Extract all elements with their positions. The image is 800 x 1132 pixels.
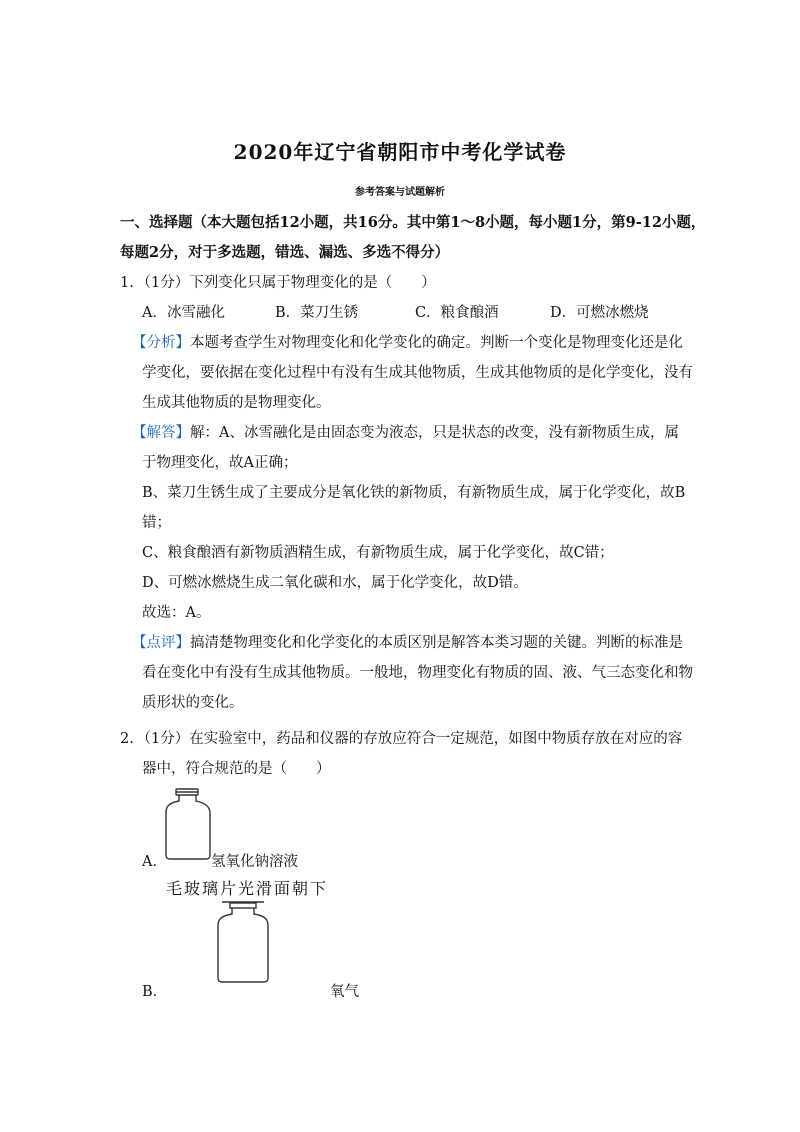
- q2-stem-line2: 器中，符合规范的是（ ）: [142, 761, 331, 777]
- section-heading-line1: 一、选择题（本大题包括12小题，共16分。其中第1～8小题，每小题1分，第9-12小题，: [120, 214, 706, 231]
- q2-option-a-label: A．: [142, 854, 167, 870]
- answer-tag: 【解答】: [132, 425, 190, 441]
- q1-answer-line1: [132, 421, 679, 442]
- q2-option-b-text: 氧气: [330, 984, 359, 1000]
- gas-collecting-bottle-icon: [212, 898, 274, 984]
- q1-comment-line3: 质形状的变化。: [142, 695, 244, 711]
- q1-option-c: C．粮食酿酒: [415, 305, 499, 321]
- q1-answer-line6: D、可燃冰燃烧生成二氧化碳和水，属于化学变化，故D错。: [142, 575, 528, 591]
- analysis-tag: 【分析】: [132, 335, 190, 351]
- q1-comment-line2: 看在变化中有没有生成其他物质。一般地，物理变化有物质的固、液、气三态变化和物: [142, 665, 693, 681]
- q2-option-b-label: B．: [142, 984, 168, 1000]
- q1-comment-line1: [132, 631, 683, 652]
- analysis-text: 本题考查学生对物理变化和化学变化的确定。判断一个变化是物理变化还是化: [190, 335, 683, 351]
- q1-answer-line2: 于物理变化，故A正确；: [142, 455, 298, 471]
- q2-option-a-text: 氢氧化钠溶液: [211, 854, 298, 870]
- comment-text: 搞清楚物理变化和化学变化的本质区别是解答本类习题的关键。判断的标准是: [190, 635, 683, 651]
- q1-option-d: D．可燃冰燃烧: [550, 305, 649, 321]
- q2-option-b-caption: 毛玻璃片光滑面朝下: [166, 879, 329, 898]
- q1-answer-line7: 故选：A。: [142, 605, 211, 621]
- page-title: 2020年辽宁省朝阳市中考化学试卷: [233, 140, 567, 164]
- q1-analysis-line1: [132, 331, 683, 352]
- q1-answer-line5: C、粮食酿酒有新物质酒精生成，有新物质生成，属于化学变化，故C错；: [142, 545, 614, 561]
- q1-analysis-line3: 生成其他物质的是物理变化。: [142, 395, 331, 411]
- q1-option-b: B．菜刀生锈: [275, 305, 359, 321]
- section-heading-line2: 每题2分，对于多选题，错选、漏选、多选不得分）: [120, 244, 450, 261]
- q1-option-a: A．冰雪融化: [142, 305, 225, 321]
- q1-stem: 1．（1分）下列变化只属于物理变化的是（ ）: [120, 275, 436, 291]
- q1-answer-line4: 错；: [142, 515, 171, 531]
- q1-answer-line3: B、菜刀生锈生成了主要成分是氧化铁的新物质，有新物质生成，属于化学变化，故B: [142, 485, 686, 501]
- page-subtitle: 参考答案与试题解析: [355, 187, 445, 198]
- q2-stem-line1: 2．（1分）在实验室中，药品和仪器的存放应符合一定规范，如图中物质存放在对应的容: [120, 731, 683, 747]
- narrow-mouth-bottle-icon: [162, 787, 214, 862]
- q1-analysis-line2: 学变化，要依据在变化过程中有没有生成其他物质，生成其他物质的是化学变化，没有: [142, 365, 693, 381]
- answer-text: 解：A、冰雪融化是由固态变为液态，只是状态的改变，没有新物质生成，属: [190, 425, 679, 441]
- comment-tag: 【点评】: [132, 635, 190, 651]
